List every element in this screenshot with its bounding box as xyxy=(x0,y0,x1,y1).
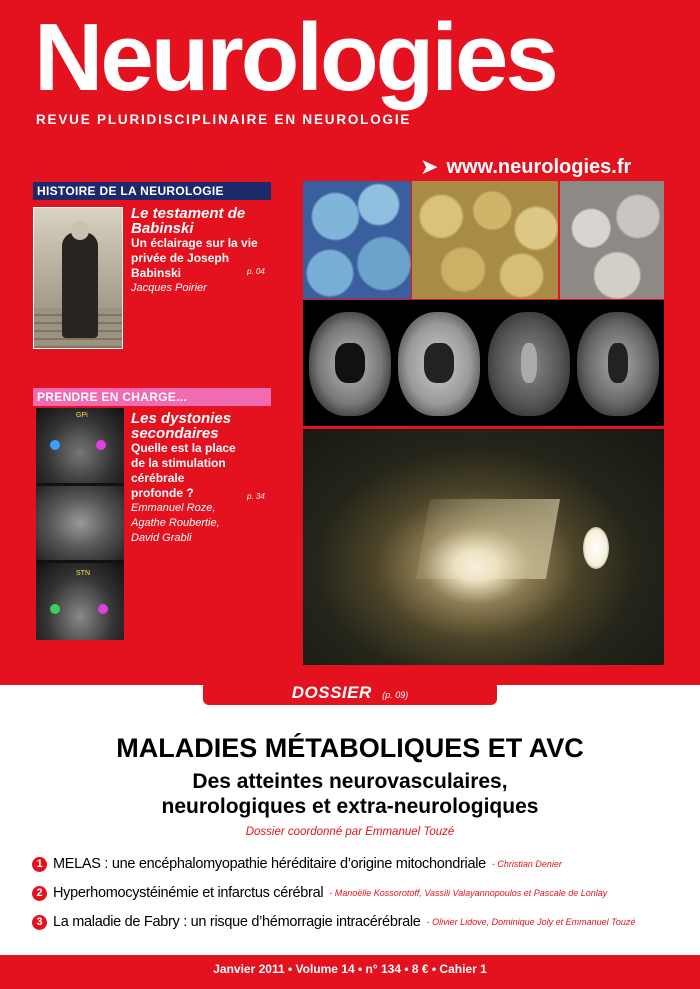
article-page: p. 04 xyxy=(247,267,265,276)
website-link[interactable] xyxy=(420,154,631,180)
dossier-page: (p. 09) xyxy=(382,690,409,700)
dossier-title: MALADIES MÉTABOLIQUES ET AVC xyxy=(116,733,584,763)
dbs-imaging-figure xyxy=(36,408,124,640)
dossier-item[interactable] xyxy=(32,883,607,903)
item-title: La maladie de Fabry : un risque d’hémorragie intracérébrale xyxy=(53,914,421,930)
item-number-badge: 1 xyxy=(32,857,47,872)
article-title: Les dystonies secondaires xyxy=(131,410,232,442)
dossier-subtitle-line1: Des atteintes neurovasculaires, xyxy=(192,770,508,793)
article-subtitle: Un éclairage sur la vie privée de Joseph Babinski xyxy=(131,236,258,280)
arrow-right-icon: ➤ xyxy=(420,154,439,179)
dossier-coordinator: Dossier coordonné par Emmanuel Touzé xyxy=(245,826,455,838)
item-number-badge: 2 xyxy=(32,886,47,901)
electron-microscopy-image xyxy=(560,181,664,299)
histology-image-blue xyxy=(303,181,411,299)
article-title: Le testament de Babinski xyxy=(131,205,246,237)
item-title: Hyperhomocystéinémie et infarctus cérébral xyxy=(53,885,324,901)
figure-label-stn: STN xyxy=(76,570,90,577)
article-dystonies[interactable] xyxy=(131,411,271,546)
dossier-item[interactable] xyxy=(32,912,635,932)
masthead-title: Neurologies xyxy=(34,4,556,111)
article-authors: Emmanuel Roze, Agathe Roubertie, David Grabli xyxy=(131,502,220,544)
dossier-label: DOSSIER xyxy=(291,683,372,702)
item-number-badge: 3 xyxy=(32,915,47,930)
eye-lens-photo xyxy=(303,429,664,665)
masthead-tagline: REVUE PLURIDISCIPLINAIRE EN NEUROLOGIE xyxy=(36,112,412,127)
article-page: p. 34 xyxy=(247,492,265,501)
issue-footer: Janvier 2011 • Volume 14 • n° 134 • 8 € • Cahier 1 xyxy=(0,955,700,989)
section-header-prendre-en-charge: PRENDRE EN CHARGE... xyxy=(33,388,271,406)
babinski-photo xyxy=(33,207,123,349)
dossier-banner xyxy=(203,681,497,705)
dossier-subtitle-line2: neurologiques et extra-neurologiques xyxy=(161,795,539,818)
section-header-histoire: HISTOIRE DE LA NEUROLOGIE xyxy=(33,182,271,200)
item-authors: - Christian Denier xyxy=(491,859,562,869)
item-title: MELAS : une encéphalomyopathie héréditaire d’origine mitochondriale xyxy=(53,856,486,872)
website-url: www.neurologies.fr xyxy=(446,155,632,178)
item-authors: - Manoëlle Kossorotoff, Vassili Valayannopoulos et Pascale de Lonlay xyxy=(329,888,608,898)
dossier-item[interactable] xyxy=(32,854,562,874)
item-authors: - Olivier Lidove, Dominique Joly et Emmanuel Touzé xyxy=(426,917,636,927)
figure-label-gpi: GPi xyxy=(76,412,88,419)
histology-image-yellow xyxy=(412,181,558,299)
article-authors: Jacques Poirier xyxy=(131,282,207,294)
brain-mri-strip xyxy=(303,300,664,426)
article-subtitle: Quelle est la place de la stimulation cérébrale profonde ? xyxy=(131,441,236,500)
article-babinski[interactable] xyxy=(131,206,271,296)
